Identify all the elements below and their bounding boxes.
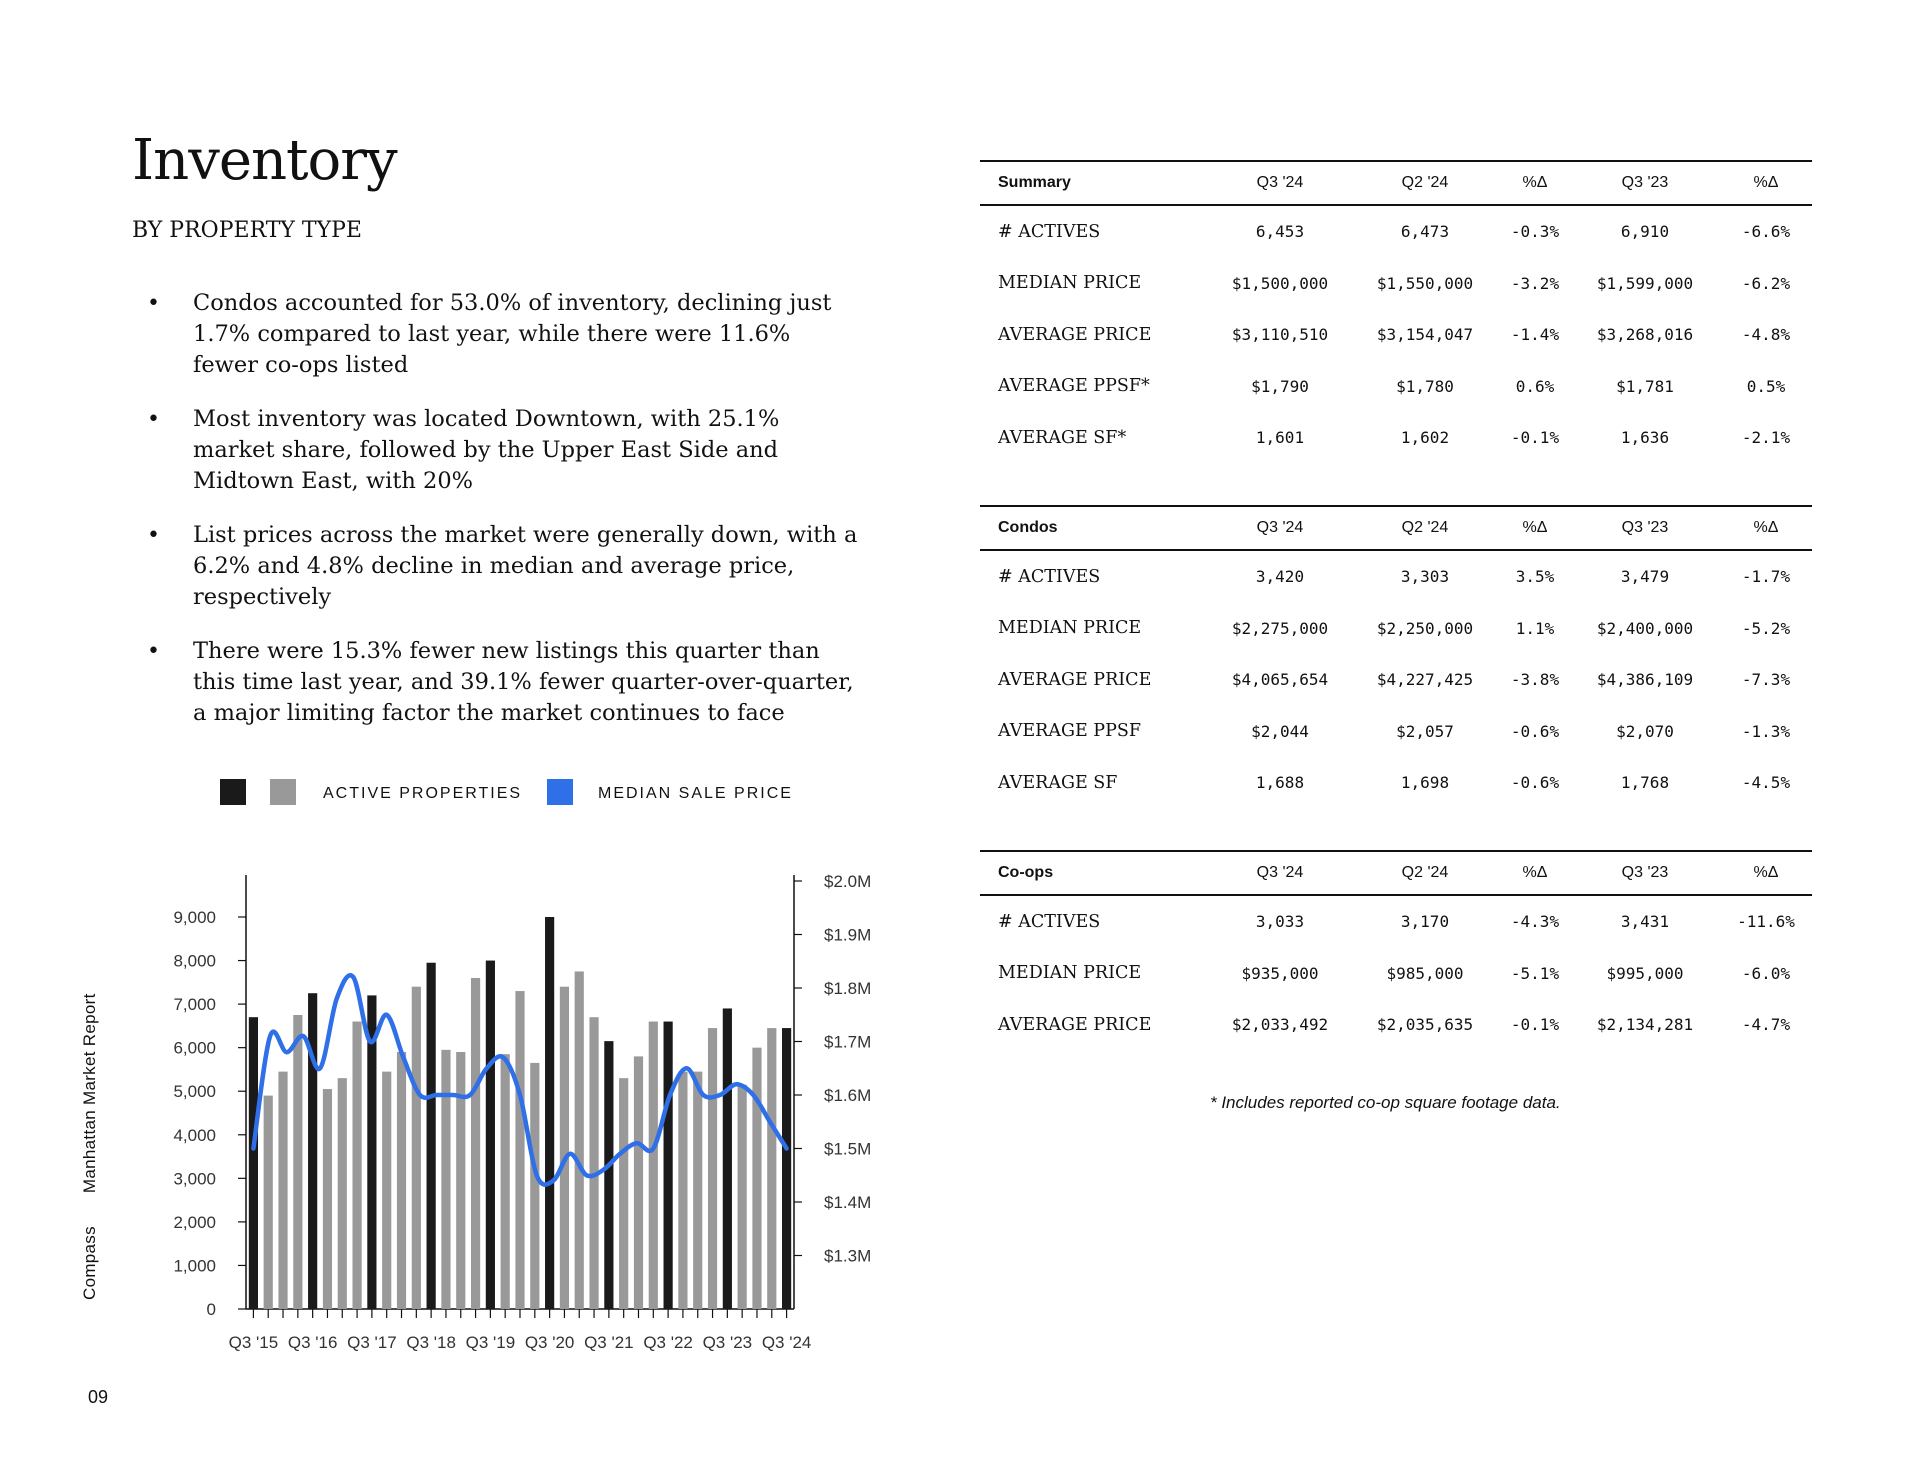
cell: $2,035,635 <box>1376 1015 1474 1035</box>
cell: -7.3% <box>1741 670 1791 690</box>
bar <box>693 1072 702 1309</box>
left-tick-label: 1,000 <box>173 1256 216 1276</box>
cell: $1,780 <box>1396 376 1454 396</box>
left-tick-label: 5,000 <box>173 1082 216 1102</box>
column-header: Q3 '24 <box>1210 506 1350 550</box>
bar <box>664 1022 673 1309</box>
cell: 0.6% <box>1515 376 1555 396</box>
row-label: MEDIAN PRICE <box>998 618 1142 639</box>
right-tick-label: $1.4M <box>824 1193 872 1212</box>
side-label <box>80 965 100 1300</box>
bar <box>264 1096 273 1309</box>
table-row <box>980 999 1812 1051</box>
table-row <box>980 258 1812 310</box>
bar <box>515 991 524 1309</box>
bar <box>767 1028 776 1309</box>
cell: -4.3% <box>1510 912 1560 932</box>
cell: -0.6% <box>1510 721 1560 741</box>
cell: -1.7% <box>1741 567 1791 587</box>
bar <box>501 1054 510 1309</box>
column-header: %Δ <box>1720 506 1812 550</box>
legend-swatch-active-gray <box>270 779 296 805</box>
cell: -0.1% <box>1510 428 1560 448</box>
bullet-item: • There were 15.3% fewer new listings this quarter than this time last year, and 39.1% fewer quarter-over-quarter, a major limiting factor the market continues to face <box>140 636 860 729</box>
cell: 3,170 <box>1400 912 1450 932</box>
bar <box>338 1078 347 1309</box>
cell: 3,033 <box>1255 912 1305 932</box>
bar <box>678 1072 687 1309</box>
bar <box>427 963 436 1309</box>
cell: $1,500,000 <box>1231 273 1329 293</box>
row-label: AVERAGE PPSF <box>998 721 1141 742</box>
left-tick-label: 7,000 <box>173 995 216 1015</box>
bar <box>619 1078 628 1309</box>
cell: -6.2% <box>1741 273 1791 293</box>
legend-swatch-active-dark <box>220 779 246 805</box>
cell: $2,400,000 <box>1596 618 1694 638</box>
table-row <box>980 757 1812 809</box>
right-tick-label: $1.9M <box>824 925 872 945</box>
x-tick-label: Q3 '24 <box>761 1333 812 1352</box>
bar <box>604 1041 613 1309</box>
right-tick-label: $1.6M <box>824 1086 872 1105</box>
row-label: AVERAGE PRICE <box>998 1014 1152 1035</box>
right-tick-label: $1.5M <box>824 1139 872 1159</box>
table-row <box>980 550 1812 603</box>
bar <box>738 1085 747 1309</box>
cell: 1.1% <box>1515 618 1555 638</box>
cell: $4,065,654 <box>1231 670 1329 690</box>
column-header: Q2 '24 <box>1350 161 1500 205</box>
row-label: # ACTIVES <box>998 221 1101 242</box>
bar <box>441 1050 450 1309</box>
table-row <box>980 412 1812 464</box>
cell: -0.6% <box>1510 773 1560 793</box>
bar <box>486 961 495 1309</box>
cell: -1.3% <box>1741 721 1791 741</box>
cell: $2,275,000 <box>1231 618 1329 638</box>
bar <box>560 987 569 1309</box>
column-header: Q3 '23 <box>1570 506 1720 550</box>
x-tick-label: Q3 '23 <box>702 1333 753 1352</box>
cell: -0.3% <box>1510 222 1560 242</box>
right-tick-label: $2.0M <box>824 872 872 891</box>
cell: $2,250,000 <box>1376 618 1474 638</box>
column-header: %Δ <box>1720 851 1812 895</box>
cell: $985,000 <box>1386 963 1464 983</box>
row-label: MEDIAN PRICE <box>998 963 1142 984</box>
cell: $3,110,510 <box>1231 325 1329 345</box>
page-title: Inventory <box>132 128 397 193</box>
bar <box>649 1022 658 1309</box>
left-tick-label: 9,000 <box>173 908 216 927</box>
bar <box>249 1017 258 1309</box>
cell: -4.7% <box>1741 1015 1791 1035</box>
legend-label-median: MEDIAN SALE PRICE <box>598 785 793 802</box>
cell: $2,057 <box>1396 721 1454 741</box>
coops-table-block <box>980 850 1812 1051</box>
cell: 3,479 <box>1620 567 1670 587</box>
column-header: %Δ <box>1500 161 1570 205</box>
bar <box>397 1052 406 1309</box>
bar <box>575 971 584 1309</box>
report-label: Manhattan Market Report <box>80 993 99 1194</box>
cell: -6.6% <box>1741 222 1791 242</box>
bar <box>323 1089 332 1309</box>
right-tick-label: $1.7M <box>824 1032 872 1052</box>
cell: 6,473 <box>1400 222 1450 242</box>
cell: $995,000 <box>1606 963 1684 983</box>
column-header: Q2 '24 <box>1350 851 1500 895</box>
table-row <box>980 205 1812 258</box>
bar <box>352 1022 361 1309</box>
cell: $3,268,016 <box>1596 325 1694 345</box>
bar <box>545 917 554 1309</box>
table-title: Co-ops <box>980 851 1210 895</box>
condos-table-block <box>980 505 1812 809</box>
x-tick-label: Q3 '16 <box>287 1333 338 1352</box>
cell: 3,431 <box>1620 912 1670 932</box>
table-row <box>980 603 1812 655</box>
cell: 3,420 <box>1255 567 1305 587</box>
table-header-row <box>980 161 1812 205</box>
column-header: Q3 '24 <box>1210 851 1350 895</box>
cell: 6,910 <box>1620 222 1670 242</box>
cell: 3.5% <box>1515 567 1555 587</box>
cell: -5.2% <box>1741 618 1791 638</box>
cell: $4,227,425 <box>1376 670 1474 690</box>
left-tick-label: 3,000 <box>173 1169 216 1189</box>
x-tick-label: Q3 '15 <box>228 1333 279 1352</box>
cell: $2,033,492 <box>1231 1015 1329 1035</box>
condos-table <box>980 505 1812 809</box>
cell: $1,781 <box>1616 376 1674 396</box>
cell: -3.8% <box>1510 670 1560 690</box>
right-tick-label: $1.3M <box>824 1246 872 1266</box>
left-tick-label: 8,000 <box>173 951 216 971</box>
cell: 0.5% <box>1746 376 1786 396</box>
bar <box>308 993 317 1309</box>
bar <box>278 1072 287 1309</box>
cell: $935,000 <box>1241 963 1319 983</box>
cell: 1,768 <box>1620 773 1670 793</box>
cell: $2,070 <box>1616 721 1674 741</box>
x-tick-label: Q3 '18 <box>406 1333 456 1352</box>
bar <box>456 1052 465 1309</box>
row-label: # ACTIVES <box>998 911 1101 932</box>
bar <box>530 1063 539 1309</box>
x-tick-label: Q3 '22 <box>643 1333 693 1352</box>
column-header: Q3 '23 <box>1570 161 1720 205</box>
column-header: Q2 '24 <box>1350 506 1500 550</box>
row-label: # ACTIVES <box>998 566 1101 587</box>
bar <box>752 1048 761 1309</box>
cell: -2.1% <box>1741 428 1791 448</box>
cell: -0.1% <box>1510 1015 1560 1035</box>
left-tick-label: 4,000 <box>173 1125 216 1145</box>
left-tick-label: 2,000 <box>173 1212 216 1232</box>
cell: 1,698 <box>1400 773 1450 793</box>
cell: 1,688 <box>1255 773 1305 793</box>
cell: $4,386,109 <box>1596 670 1694 690</box>
page-number: 09 <box>88 1387 109 1407</box>
bar <box>723 1008 732 1309</box>
cell: $1,599,000 <box>1596 273 1694 293</box>
bar <box>634 1056 643 1309</box>
cell: 1,601 <box>1255 428 1305 448</box>
table-row <box>980 361 1812 413</box>
bar <box>382 1072 391 1309</box>
cell: -1.4% <box>1510 325 1560 345</box>
cell: -3.2% <box>1510 273 1560 293</box>
x-tick-label: Q3 '17 <box>347 1333 397 1352</box>
cell: -11.6% <box>1737 912 1795 932</box>
column-header: %Δ <box>1720 161 1812 205</box>
coops-table <box>980 850 1812 1051</box>
footnote: * Includes reported co-op square footage data. <box>1210 1093 1561 1112</box>
legend-label-active: ACTIVE PROPERTIES <box>323 785 523 802</box>
column-header: Q3 '23 <box>1570 851 1720 895</box>
bar <box>412 987 421 1309</box>
cell: -4.8% <box>1741 325 1791 345</box>
row-label: AVERAGE PPSF* <box>998 376 1150 397</box>
bar <box>782 1028 791 1309</box>
legend-swatch-median <box>547 779 573 805</box>
bar <box>293 1015 302 1309</box>
cell: $3,154,047 <box>1376 325 1474 345</box>
table-row <box>980 309 1812 361</box>
column-header: Q3 '24 <box>1210 161 1350 205</box>
row-label: AVERAGE SF <box>998 772 1118 793</box>
right-tick-label: $1.8M <box>824 979 872 998</box>
bar <box>708 1028 717 1309</box>
table-title: Condos <box>980 506 1210 550</box>
cell: -6.0% <box>1741 963 1791 983</box>
bullet-item: • Condos accounted for 53.0% of inventory, declining just 1.7% compared to last year, while there were 11.6% fewer co-ops listed <box>140 288 860 381</box>
cell: 6,453 <box>1255 222 1305 242</box>
left-tick-label: 0 <box>206 1300 216 1319</box>
cell: $2,044 <box>1251 721 1309 741</box>
table-title: Summary <box>980 161 1210 205</box>
row-label: AVERAGE PRICE <box>998 324 1152 345</box>
cell: $1,550,000 <box>1376 273 1474 293</box>
table-row <box>980 706 1812 758</box>
bar <box>471 978 480 1309</box>
x-tick-label: Q3 '19 <box>465 1333 516 1352</box>
table-row <box>980 654 1812 706</box>
table-header-row <box>980 506 1812 550</box>
inventory-chart <box>0 0 900 1380</box>
row-label: AVERAGE PRICE <box>998 669 1152 690</box>
brand-label: Compass <box>80 1226 99 1300</box>
row-label: AVERAGE SF* <box>998 427 1127 448</box>
column-header: %Δ <box>1500 506 1570 550</box>
table-row <box>980 895 1812 948</box>
column-header: %Δ <box>1500 851 1570 895</box>
cell: $1,790 <box>1251 376 1309 396</box>
cell: 1,636 <box>1620 428 1670 448</box>
page-subtitle: BY PROPERTY TYPE <box>132 218 362 243</box>
x-tick-label: Q3 '20 <box>524 1333 575 1352</box>
left-tick-label: 6,000 <box>173 1038 216 1058</box>
cell: 3,303 <box>1400 567 1450 587</box>
row-label: MEDIAN PRICE <box>998 273 1142 294</box>
cell: -5.1% <box>1510 963 1560 983</box>
bullet-item: • Most inventory was located Downtown, with 25.1% market share, followed by the Upper East Side and Midtown East, with 20% <box>140 404 860 497</box>
summary-table <box>980 160 1812 464</box>
summary-table-block <box>980 160 1812 464</box>
bar <box>589 1017 598 1309</box>
x-tick-label: Q3 '21 <box>584 1333 634 1352</box>
bullet-item: • List prices across the market were generally down, with a 6.2% and 4.8% decline in median and average price, respectively <box>140 520 860 613</box>
cell: 1,602 <box>1400 428 1450 448</box>
table-header-row <box>980 851 1812 895</box>
cell: -4.5% <box>1741 773 1791 793</box>
cell: $2,134,281 <box>1596 1015 1694 1035</box>
table-row <box>980 948 1812 1000</box>
